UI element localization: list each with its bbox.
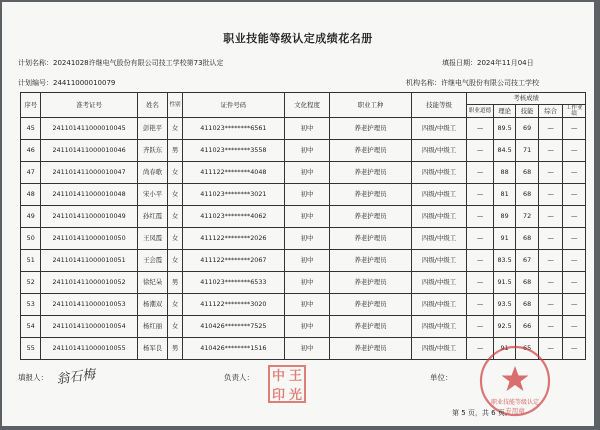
cell-id-no: 410426********7525 — [182, 316, 284, 338]
header-education: 文化程度 — [285, 93, 330, 118]
cell-exam-no: 241101411000010053 — [41, 294, 137, 316]
cell-seq: 46 — [21, 140, 41, 162]
cell-level: 四级/中级工 — [411, 206, 466, 228]
cell-comprehensive: — — [538, 250, 563, 272]
cell-gender: 男 — [168, 272, 182, 294]
cell-occupation: 养老护理员 — [330, 140, 412, 162]
cell-id-no: 411023********3558 — [182, 140, 284, 162]
cell-skill: 71 — [516, 140, 539, 162]
cell-education: 初中 — [285, 228, 330, 250]
cell-exam-no: 241101411000010045 — [41, 118, 137, 140]
cell-skill: 68 — [516, 272, 539, 294]
unit-label: 单位： — [430, 373, 453, 382]
cell-seq: 47 — [21, 162, 41, 184]
cell-name: 王凤霞 — [137, 228, 168, 250]
cell-exam-no: 241101411000010055 — [41, 338, 137, 360]
header-exam-no: 准考证号 — [41, 93, 137, 118]
cell-exam-no: 241101411000010052 — [41, 272, 137, 294]
cell-education: 初中 — [285, 294, 330, 316]
cell-name: 杨红丽 — [137, 316, 168, 338]
cell-gender: 女 — [168, 184, 182, 206]
cell-ethics: — — [467, 184, 494, 206]
cell-level: 四级/中级工 — [411, 228, 466, 250]
cell-gender: 女 — [168, 206, 182, 228]
cell-gender: 女 — [168, 294, 182, 316]
cell-work: — — [563, 228, 586, 250]
cell-education: 初中 — [285, 184, 330, 206]
cell-theory: 88 — [493, 162, 516, 184]
header-ethics: 职业道德 — [467, 105, 494, 118]
cell-ethics: — — [467, 272, 494, 294]
header-work-result: 工作业绩 — [563, 105, 586, 118]
plan-name-line — [18, 58, 224, 68]
table-row — [21, 294, 586, 316]
cell-ethics: — — [467, 294, 494, 316]
cell-level: 四级/中级工 — [411, 272, 466, 294]
cell-skill: 72 — [516, 206, 539, 228]
cell-work: — — [563, 316, 586, 338]
org-name-line — [406, 78, 539, 88]
responsible-label: 负责人： — [224, 373, 254, 382]
plan-no-value: 24411000010079 — [53, 79, 116, 87]
cell-gender: 男 — [168, 338, 182, 360]
table-row — [21, 228, 586, 250]
cell-occupation: 养老护理员 — [330, 184, 412, 206]
header-skill: 技能 — [516, 105, 539, 118]
cell-work: — — [563, 118, 586, 140]
cell-work: — — [563, 140, 586, 162]
cell-work: — — [563, 184, 586, 206]
cell-occupation: 养老护理员 — [330, 272, 412, 294]
cell-comprehensive: — — [538, 228, 563, 250]
cell-id-no: 411023********6533 — [182, 272, 284, 294]
cell-occupation: 养老护理员 — [330, 206, 412, 228]
cell-theory: 84.5 — [493, 140, 516, 162]
header-theory: 理论 — [493, 105, 516, 118]
seal-text: 职业技能等级认定 — [490, 399, 539, 406]
cell-seq: 50 — [21, 228, 41, 250]
header-scores: 考核成绩 — [467, 93, 586, 105]
cell-education: 初中 — [285, 206, 330, 228]
cell-education: 初中 — [285, 272, 330, 294]
table-row — [21, 316, 586, 338]
cell-comprehensive: — — [538, 206, 563, 228]
cell-work: — — [563, 338, 586, 360]
cell-work: — — [563, 294, 586, 316]
cell-theory: 91 — [493, 228, 516, 250]
score-table — [20, 92, 586, 360]
header-comprehensive: 综合 — [538, 105, 563, 118]
plan-no-label: 计划编号： — [18, 79, 53, 87]
cell-occupation: 养老护理员 — [330, 162, 412, 184]
plan-name-value: 20241028许继电气股份有限公司技工学校第73批认定 — [53, 59, 224, 67]
header-id-no: 证件号码 — [182, 93, 284, 118]
fill-date-label: 填报日期： — [442, 59, 477, 67]
cell-exam-no: 241101411000010046 — [41, 140, 137, 162]
cell-seq: 45 — [21, 118, 41, 140]
table-row — [21, 118, 586, 140]
cell-name: 齐跃东 — [137, 140, 168, 162]
cell-ethics: — — [467, 338, 494, 360]
personal-name-stamp: 中 王 印 光 — [268, 365, 306, 403]
document-page — [2, 2, 594, 426]
cell-id-no: 411122********2026 — [182, 228, 284, 250]
cell-seq: 51 — [21, 250, 41, 272]
cell-name: 杨潮双 — [137, 294, 168, 316]
table-row — [21, 162, 586, 184]
cell-theory: 93.5 — [493, 294, 516, 316]
cell-skill: 67 — [516, 250, 539, 272]
cell-seq: 48 — [21, 184, 41, 206]
cell-name: 尚春歌 — [137, 162, 168, 184]
header-seq: 序号 — [21, 93, 41, 118]
cell-skill: 66 — [516, 316, 539, 338]
cell-ethics: — — [467, 140, 494, 162]
cell-education: 初中 — [285, 162, 330, 184]
header-skill-level: 技能等级 — [411, 93, 466, 118]
filler-signature: 翁石梅 — [55, 367, 97, 388]
cell-level: 四级/中级工 — [411, 118, 466, 140]
cell-occupation: 养老护理员 — [330, 294, 412, 316]
header-gender: 性别 — [168, 93, 182, 118]
cell-name: 宋小平 — [137, 184, 168, 206]
table-row — [21, 184, 586, 206]
plan-no-line — [18, 78, 115, 88]
table-row — [21, 206, 586, 228]
cell-theory: 91 — [493, 338, 516, 360]
cell-comprehensive: — — [538, 338, 563, 360]
cell-theory: 89 — [493, 206, 516, 228]
cell-comprehensive: — — [538, 162, 563, 184]
cell-name: 杨军良 — [137, 338, 168, 360]
table-row — [21, 140, 586, 162]
cell-id-no: 411023********6561 — [182, 118, 284, 140]
cell-exam-no: 241101411000010047 — [41, 162, 137, 184]
document-title: 职业技能等级认定成绩花名册 — [223, 32, 373, 45]
cell-ethics: — — [467, 250, 494, 272]
cell-seq: 52 — [21, 272, 41, 294]
cell-work: — — [563, 206, 586, 228]
cell-exam-no: 241101411000010049 — [41, 206, 137, 228]
cell-education: 初中 — [285, 250, 330, 272]
cell-name: 徐纪朵 — [137, 272, 168, 294]
cell-education: 初中 — [285, 338, 330, 360]
cell-seq: 55 — [21, 338, 41, 360]
cell-comprehensive: — — [538, 294, 563, 316]
page-number: 第 5 页，共 6 页。 — [452, 409, 512, 417]
cell-theory: 81 — [493, 184, 516, 206]
cell-comprehensive: — — [538, 272, 563, 294]
cell-name: 彭艳平 — [137, 118, 168, 140]
cell-education: 初中 — [285, 118, 330, 140]
header-occupation: 职业工种 — [330, 93, 412, 118]
cell-exam-no: 241101411000010048 — [41, 184, 137, 206]
cell-comprehensive: — — [538, 140, 563, 162]
cell-name: 孙红霞 — [137, 206, 168, 228]
cell-skill: 65 — [516, 338, 539, 360]
cell-exam-no: 241101411000010054 — [41, 316, 137, 338]
cell-gender: 女 — [168, 316, 182, 338]
cell-ethics: — — [467, 118, 494, 140]
cell-level: 四级/中级工 — [411, 316, 466, 338]
cell-seq: 49 — [21, 206, 41, 228]
cell-ethics: — — [467, 316, 494, 338]
cell-theory: 83.5 — [493, 250, 516, 272]
cell-seq: 54 — [21, 316, 41, 338]
cell-exam-no: 241101411000010050 — [41, 228, 137, 250]
cell-education: 初中 — [285, 316, 330, 338]
cell-occupation: 养老护理员 — [330, 338, 412, 360]
cell-gender: 女 — [168, 228, 182, 250]
cell-id-no: 411122********3020 — [182, 294, 284, 316]
org-name-label: 机构名称： — [406, 79, 441, 87]
cell-level: 四级/中级工 — [411, 338, 466, 360]
cell-gender: 女 — [168, 118, 182, 140]
cell-occupation: 养老护理员 — [330, 228, 412, 250]
fill-date-value: 2024年11月04日 — [477, 59, 534, 67]
cell-comprehensive: — — [538, 118, 563, 140]
cell-gender: 女 — [168, 162, 182, 184]
table-row — [21, 250, 586, 272]
cell-id-no: 410426********1516 — [182, 338, 284, 360]
cell-education: 初中 — [285, 140, 330, 162]
cell-level: 四级/中级工 — [411, 250, 466, 272]
cell-work: — — [563, 272, 586, 294]
cell-gender: 男 — [168, 140, 182, 162]
cell-level: 四级/中级工 — [411, 294, 466, 316]
cell-theory: 91.5 — [493, 272, 516, 294]
cell-id-no: 411023********4062 — [182, 206, 284, 228]
table-row — [21, 272, 586, 294]
cell-occupation: 养老护理员 — [330, 316, 412, 338]
plan-name-label: 计划名称： — [18, 59, 53, 67]
cell-ethics: — — [467, 228, 494, 250]
cell-comprehensive: — — [538, 184, 563, 206]
cell-level: 四级/中级工 — [411, 162, 466, 184]
seal-subtext: 专用章 — [505, 407, 525, 415]
cell-theory: 89.5 — [493, 118, 516, 140]
cell-id-no: 411122********4048 — [182, 162, 284, 184]
cell-skill: 68 — [516, 162, 539, 184]
cell-name: 王会霞 — [137, 250, 168, 272]
cell-ethics: — — [467, 162, 494, 184]
cell-skill: 69 — [516, 118, 539, 140]
cell-skill: 68 — [516, 228, 539, 250]
cell-occupation: 养老护理员 — [330, 118, 412, 140]
cell-occupation: 养老护理员 — [330, 250, 412, 272]
org-name-value: 许继电气股份有限公司技工学校 — [441, 79, 539, 87]
cell-work: — — [563, 250, 586, 272]
cell-ethics: — — [467, 206, 494, 228]
fill-date-line — [442, 58, 534, 68]
cell-theory: 92.5 — [493, 316, 516, 338]
cell-comprehensive: — — [538, 316, 563, 338]
cell-level: 四级/中级工 — [411, 140, 466, 162]
cell-skill: 68 — [516, 294, 539, 316]
cell-level: 四级/中级工 — [411, 184, 466, 206]
cell-id-no: 411122********2067 — [182, 250, 284, 272]
cell-skill: 68 — [516, 184, 539, 206]
filler-label: 填报人： — [18, 373, 48, 382]
cell-exam-no: 241101411000010051 — [41, 250, 137, 272]
header-name: 姓名 — [137, 93, 168, 118]
cell-gender: 女 — [168, 250, 182, 272]
cell-work: — — [563, 162, 586, 184]
cell-id-no: 411023********3021 — [182, 184, 284, 206]
cell-seq: 53 — [21, 294, 41, 316]
